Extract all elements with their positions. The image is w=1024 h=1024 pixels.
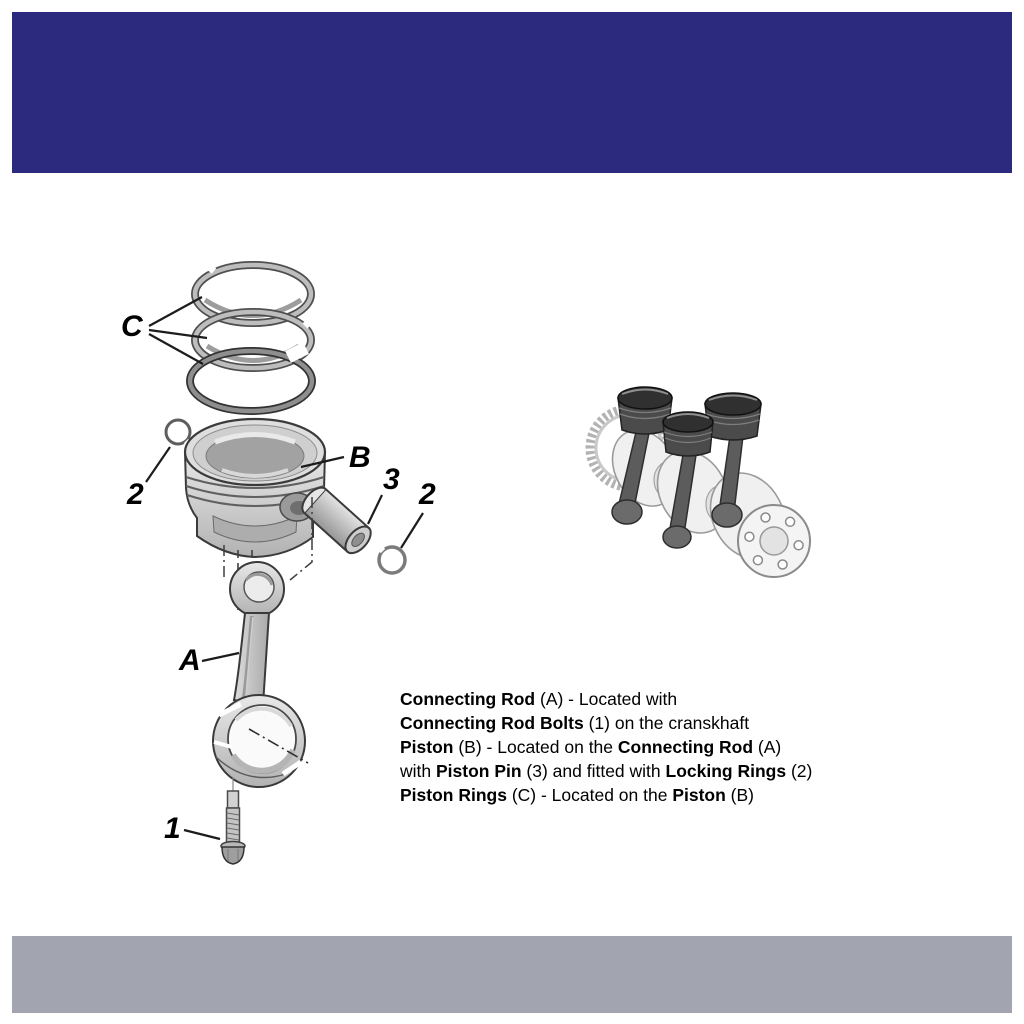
label-c: C xyxy=(121,310,143,343)
label-b: B xyxy=(349,441,371,474)
crank-piston-2 xyxy=(663,412,713,456)
caption-line-3: Piston (B) - Located on the Connecting Rod (A) xyxy=(400,737,782,757)
crank-piston-3 xyxy=(705,393,761,440)
caption-line-2: Connecting Rod Bolts (1) on the cranskhaft xyxy=(400,713,750,733)
label-1: 1 xyxy=(164,812,181,845)
connecting-rod xyxy=(178,562,308,787)
label-2-left: 2 xyxy=(127,478,144,511)
caption-line-1: Connecting Rod (A) - Located with xyxy=(400,689,678,709)
label-3: 3 xyxy=(383,463,400,496)
caption xyxy=(400,687,900,807)
caption-line-5: Piston Rings (C) - Located on the Piston (B) xyxy=(400,785,755,805)
piston-ring-bottom xyxy=(190,348,312,411)
label-a: A xyxy=(179,644,201,677)
caption-line-4: with Piston Pin (3) and fitted with Locking Rings (2) xyxy=(400,761,813,781)
label-2-right: 2 xyxy=(419,478,436,511)
locking-ring-left xyxy=(126,420,191,511)
crankshaft-assembly-illustration xyxy=(590,387,810,577)
crankshaft-flange xyxy=(738,505,810,577)
connecting-rod-bolt xyxy=(164,777,245,864)
piston-rings-group xyxy=(121,265,312,411)
